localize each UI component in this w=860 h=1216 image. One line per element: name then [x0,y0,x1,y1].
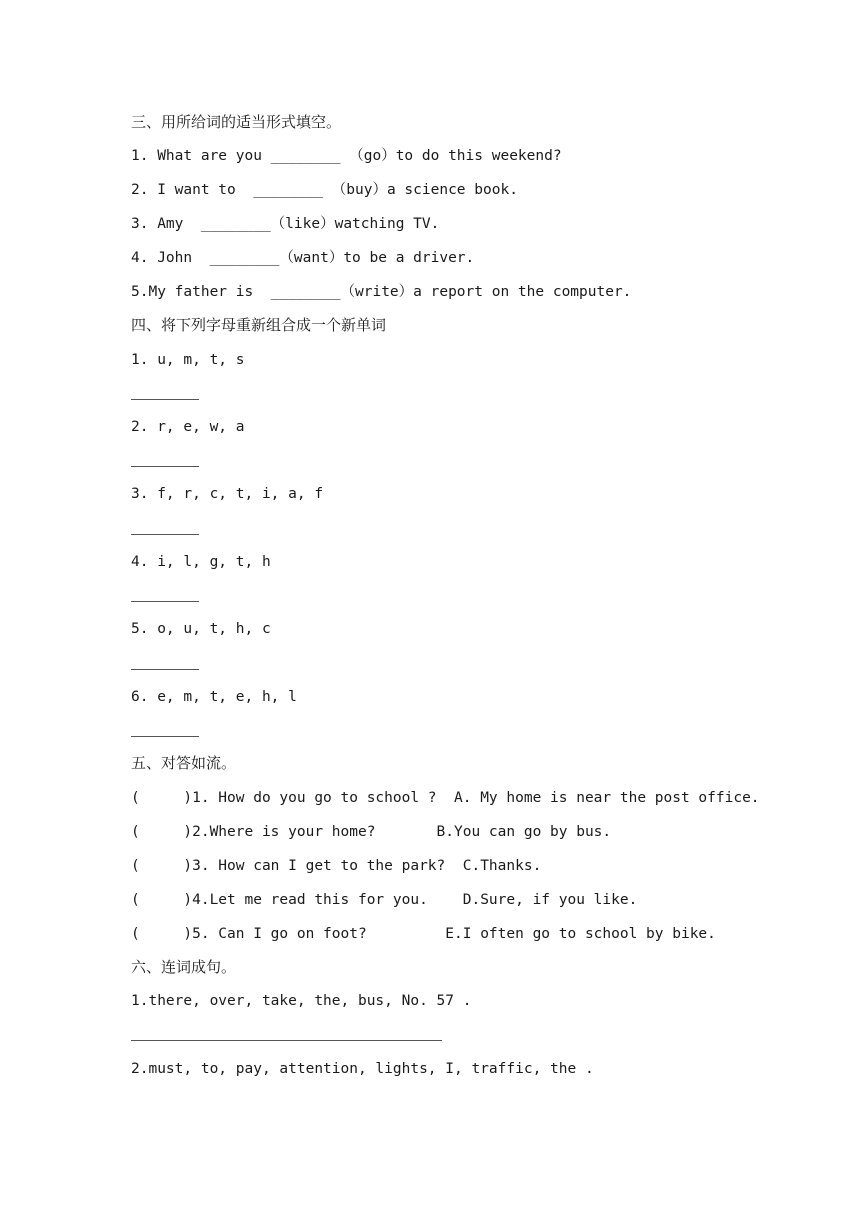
scramble-item-5: 5. o, u, t, h, c [131,621,271,637]
section-5-heading: 五、对答如流。 [131,754,237,772]
match-item-2: ( )2.Where is your home? B.You can go by bus. [131,824,612,840]
answer-line [131,466,199,467]
sentence-item-1: 1.there, over, take, the, bus, No. 57 . [131,993,472,1009]
section-6-heading: 六、连词成句。 [131,958,237,976]
answer-line [131,736,199,737]
scramble-item-1: 1. u, m, t, s [131,352,245,368]
match-item-3: ( )3. How can I get to the park? C.Thanks. [131,858,542,874]
sentence-item-2: 2.must, to, pay, attention, lights, I, traffic, the . [131,1061,594,1077]
match-item-5: ( )5. Can I go on foot? E.I often go to school by bike. [131,926,716,942]
fill-blank-item-4: 4. John ________（want）to be a driver. [131,250,475,266]
match-item-4: ( )4.Let me read this for you. D.Sure, if you like. [131,892,638,908]
answer-line [131,534,199,535]
fill-blank-item-1: 1. What are you ________ （go）to do this weekend? [131,148,562,164]
answer-line [131,1040,442,1041]
scramble-item-3: 3. f, r, c, t, i, a, f [131,486,324,502]
scramble-item-4: 4. i, l, g, t, h [131,554,271,570]
scramble-item-2: 2. r, e, w, a [131,419,245,435]
fill-blank-item-5: 5.My father is ________（write）a report on the computer. [131,284,632,300]
section-3-heading: 三、用所给词的适当形式填空。 [131,113,342,131]
answer-line [131,601,199,602]
fill-blank-item-2: 2. I want to ________ （buy）a science book. [131,182,518,198]
fill-blank-item-3: 3. Amy ________（like）watching TV. [131,216,440,232]
answer-line [131,399,199,400]
match-item-1: ( )1. How do you go to school ? A. My home is near the post office. [131,790,760,806]
scramble-item-6: 6. e, m, t, e, h, l [131,689,297,705]
answer-line [131,669,199,670]
section-4-heading: 四、将下列字母重新组合成一个新单词 [131,316,387,334]
